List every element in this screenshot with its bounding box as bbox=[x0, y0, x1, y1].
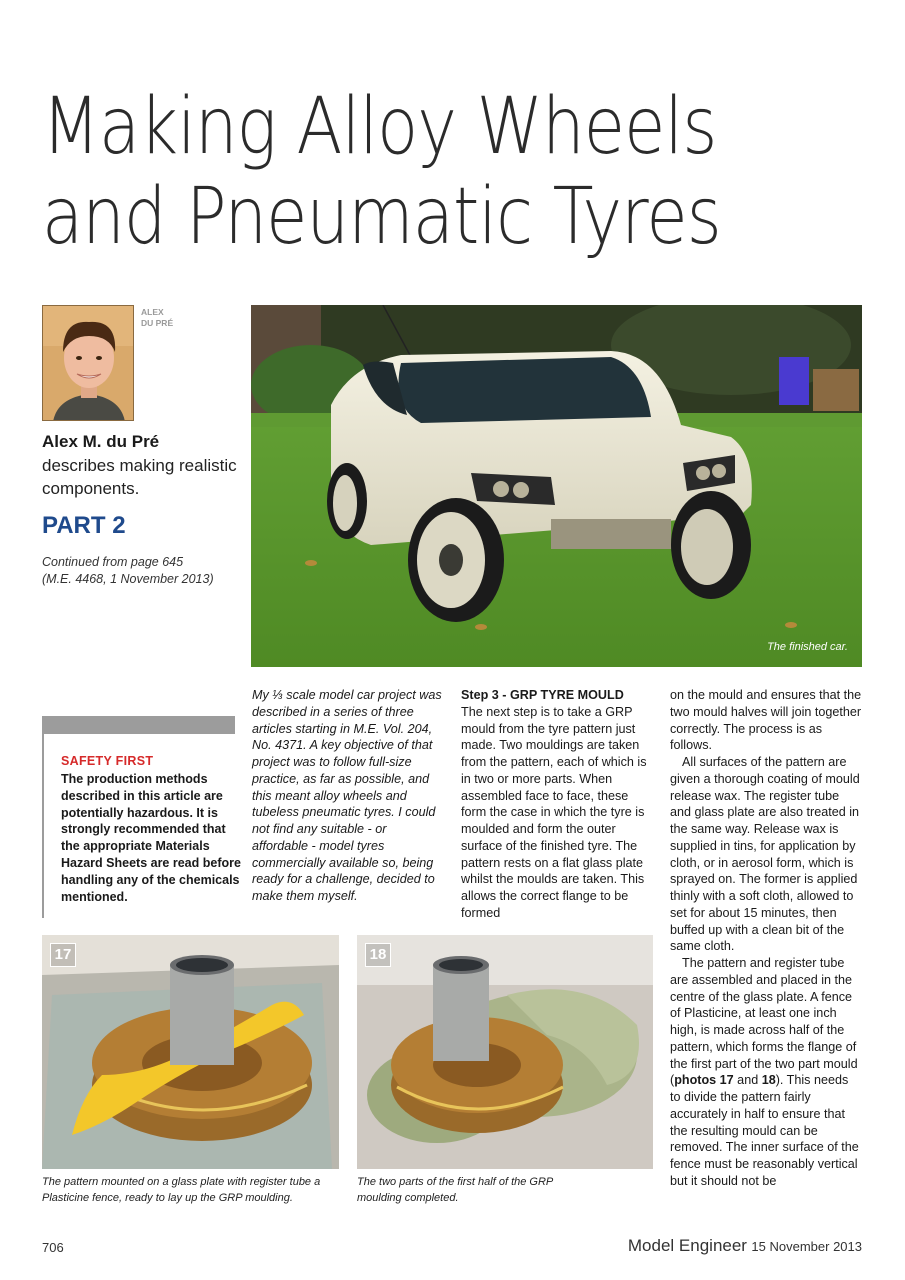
author-tag-first: ALEX bbox=[141, 307, 164, 317]
part-heading: PART 2 bbox=[42, 512, 126, 539]
author-tag-last: DU PRÉ bbox=[141, 318, 174, 328]
process-paragraph-2: All surfaces of the pattern are given a thorough coating of mould release wax. The register tube and glass plate are also treated in the same way. Release wax is supplied in tins, for application by cloth, or in aerosol form, which is sprayed on. The former is applied thinly with a soft cloth, allowed to set for about 15 minutes, then buffed up with a clean bit of the same cloth. bbox=[670, 755, 860, 954]
step3-heading: Step 3 - GRP TYRE MOULD bbox=[461, 688, 624, 702]
safety-box-bar bbox=[42, 716, 235, 734]
step3-paragraph: The next step is to take a GRP mould from the tyre pattern just made. Two mouldings are taken from the pattern, each of which is in two or more parts. When assembled face to face, these form the case in which the tyre is moulded and form the outer surface of the finished tyre. The pattern rests on a flat glass plate whilst the moulds are taken. This allows the correct flange to be formed bbox=[461, 704, 647, 920]
safety-body: The production methods described in this article are potentially hazardous. It is strongly recommended that the appropriate Materials Hazard Sheets are read before handling any of the chemicals mentioned. bbox=[61, 772, 241, 904]
issue-date: 15 November 2013 bbox=[751, 1239, 862, 1254]
author-tag bbox=[141, 307, 173, 329]
page-number: 706 bbox=[42, 1240, 64, 1255]
process-text-a: The pattern and register tube are assembled and placed in the centre of the glass plate. A fence of Plasticine, at least one inch high, is made across half of the pattern, which forms the flange of the first part of the two part mould ( bbox=[670, 956, 858, 1088]
author-description: describes making realistic components. bbox=[42, 456, 237, 498]
continued-note bbox=[42, 554, 252, 588]
photo-17-caption: The pattern mounted on a glass plate with register tube a Plasticine fence, ready to lay up the GRP moulding. bbox=[42, 1176, 321, 1204]
footer-publication bbox=[628, 1236, 862, 1256]
photo-number-17: 17 bbox=[50, 943, 76, 967]
author-name: Alex M. du Pré bbox=[42, 432, 160, 451]
body-column-step3 bbox=[461, 687, 653, 922]
process-text-and: and bbox=[733, 1073, 762, 1088]
safety-title: SAFETY FIRST bbox=[61, 754, 154, 768]
magazine-name: Model Engineer bbox=[627, 1236, 747, 1255]
hero-caption: The finished car. bbox=[767, 641, 848, 653]
safety-box-rule bbox=[42, 734, 44, 918]
body-column-process bbox=[670, 687, 862, 1190]
photo-ref-18: 18 bbox=[761, 1073, 776, 1088]
photo-ref-17: photos 17 bbox=[674, 1073, 734, 1088]
photo-number-18: 18 bbox=[365, 943, 391, 967]
hero-photo-finished-car bbox=[251, 305, 862, 667]
title-line-1: Making Alloy Wheels bbox=[42, 82, 717, 172]
photo-17 bbox=[42, 935, 339, 1169]
author-portrait bbox=[42, 305, 134, 421]
article-title bbox=[42, 82, 882, 262]
photo-18 bbox=[357, 935, 653, 1169]
photo-18-caption: The two parts of the first half of the GRP moulding completed. bbox=[357, 1176, 553, 1204]
continued-line-2: (M.E. 4468, 1 November 2013) bbox=[42, 572, 214, 586]
intro-paragraph: My ⅓ scale model car project was described in a series of three articles starting in M.E. Vol. 204, No. 4371. A key objective of that project was to follow full-size practice, as far as possible, and this meant alloy wheels and tubeless pneumatic tyres. I could not find any suitable - or affordable - model tyres commercially available so, being ready for a challenge, decided to make them myself. bbox=[252, 688, 442, 903]
process-paragraph-1: on the mould and ensures that the two mould halves will join together correctly. The process is as follows. bbox=[670, 688, 862, 753]
body-column-intro bbox=[252, 687, 442, 905]
process-paragraph-3 bbox=[670, 955, 862, 1190]
title-line-2: and Pneumatic Tyres bbox=[42, 172, 721, 262]
continued-line-1: Continued from page 645 bbox=[42, 555, 184, 569]
process-text-b: ). This needs to divide the pattern fairly accurately in half to ensure that the resulting mould can be removed. The inner surface of the fence must be reasonably vertical but it should not be bbox=[670, 1073, 859, 1188]
